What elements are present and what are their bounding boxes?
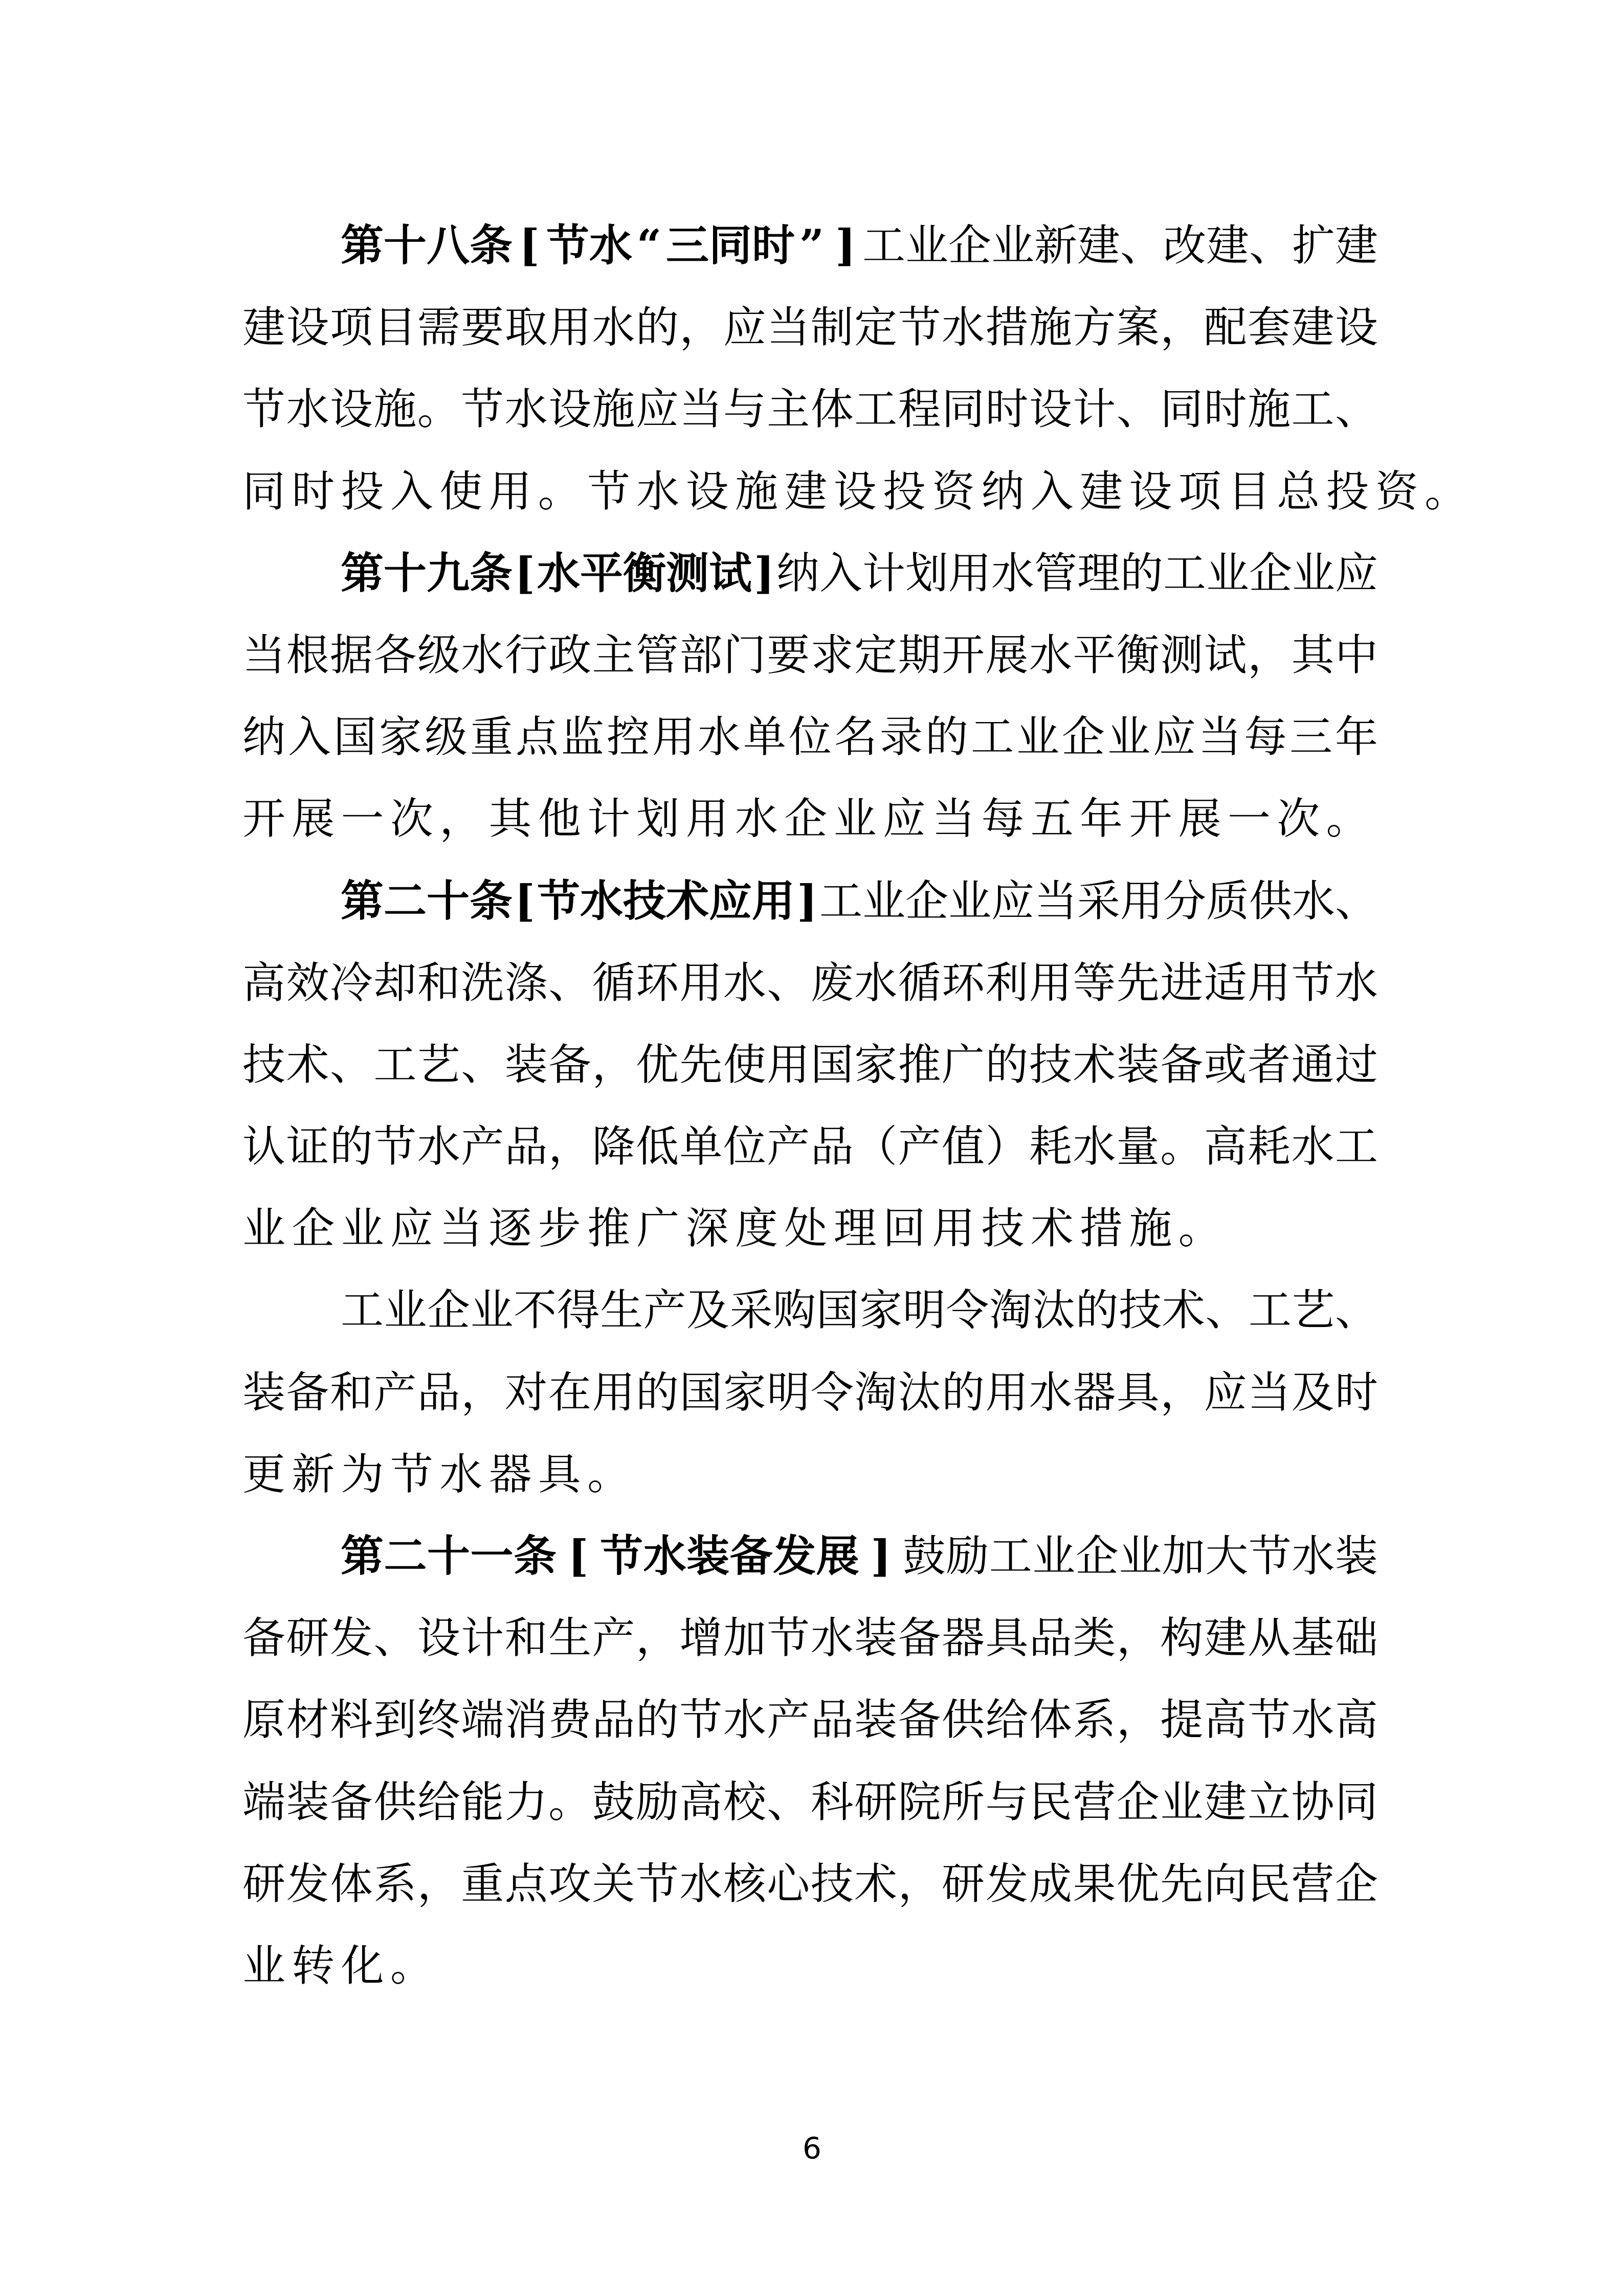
text-line: 开 展 一 次 ， 其 他 计 划 用 水 企 业 应 当 每 五 年 开 展 一 次 。: [242, 794, 1369, 844]
text-line: 端 装 备 供 给 能 力 。 鼓 励 高 校 、 科 研 院 所 与 民 营 企 业 建 立 协 同: [242, 1776, 1378, 1827]
article-heading-line: 第 二 十 条 [ 节 水 技 术 应 用 ] 工 业 企 业 应 当 采 用 分 质 供 水 、: [341, 875, 1378, 926]
paragraph-article-21: [242, 1525, 1378, 2017]
text-line: 业 转 化 。: [242, 1940, 433, 1991]
text-line: 原 材 料 到 终 端 消 费 品 的 节 水 产 品 装 备 供 给 体 系 ， 提 高 节 水 高: [242, 1695, 1378, 1745]
text-line: 工 业 企 业 不 得 生 产 及 采 购 国 家 明 令 淘 汰 的 技 术 、 工 艺 、: [341, 1285, 1378, 1336]
text-line: 节 水 设 施 。 节 水 设 施 应 当 与 主 体 工 程 同 时 设 计 、 同 时 施 工 、: [242, 384, 1378, 435]
text-line: 高 效 冷 却 和 洗 涤 、 循 环 用 水 、 废 水 循 环 利 用 等 先 进 适 用 节 水: [242, 957, 1378, 1008]
paragraph-article-19: [242, 543, 1378, 870]
article-heading-line: 第 十 八 条 [ 节 水 “ 三 同 时 ” ] 工 业 企 业 新 建 、 改 建 、 扩 建: [341, 220, 1378, 271]
paragraph-article-20: [242, 870, 1378, 1280]
text-line: 装 备 和 产 品 ， 对 在 用 的 国 家 明 令 淘 汰 的 用 水 器 具 ， 应 当 及 时: [242, 1367, 1378, 1417]
text-line: 更 新 为 节 水 器 具 。: [242, 1449, 631, 1499]
text-line: 业 企 业 应 当 逐 步 推 广 深 度 处 理 回 用 技 术 措 施 。: [242, 1203, 1221, 1254]
document-body: [242, 215, 1468, 2017]
text-line: 纳 入 国 家 级 重 点 监 控 用 水 单 位 名 录 的 工 业 企 业 应 当 每 三 年: [242, 712, 1378, 762]
page-number: 6: [803, 2131, 821, 2166]
text-line: 建 设 项 目 需 要 取 用 水 的 ， 应 当 制 定 节 水 措 施 方 案 ， 配 套 建 设: [242, 302, 1378, 353]
text-line: 同 时 投 入 使 用 。 节 水 设 施 建 设 投 资 纳 入 建 设 项 目 总 投 资 。: [242, 466, 1468, 516]
paragraph-article-20-para-2: [242, 1279, 1378, 1525]
text-line: 技 术 、 工 艺 、 装 备 ， 优 先 使 用 国 家 推 广 的 技 术 装 备 或 者 通 过: [242, 1039, 1378, 1090]
text-line: 研 发 体 系 ， 重 点 攻 关 节 水 核 心 技 术 ， 研 发 成 果 优 先 向 民 营 企: [242, 1858, 1378, 1909]
text-line: 认 证 的 节 水 产 品 ， 降 低 单 位 产 品 （ 产 值 ） 耗 水 量 。 高 耗 水 工: [242, 1121, 1378, 1172]
article-heading-line: 第 二 十 一 条 [ 节 水 装 备 发 展 ] 鼓 励 工 业 企 业 加 大 节 水 装: [341, 1530, 1378, 1581]
paragraph-article-18: [242, 215, 1468, 543]
article-heading-line: 第 十 九 条 [ 水 平 衡 测 试 ] 纳 入 计 划 用 水 管 理 的 工 业 企 业 应: [341, 547, 1378, 598]
text-line: 备 研 发 、 设 计 和 生 产 ， 增 加 节 水 装 备 器 具 品 类 ， 构 建 从 基 础: [242, 1613, 1378, 1663]
text-line: 当 根 据 各 级 水 行 政 主 管 部 门 要 求 定 期 开 展 水 平 衡 测 试 ， 其 中: [242, 629, 1378, 680]
